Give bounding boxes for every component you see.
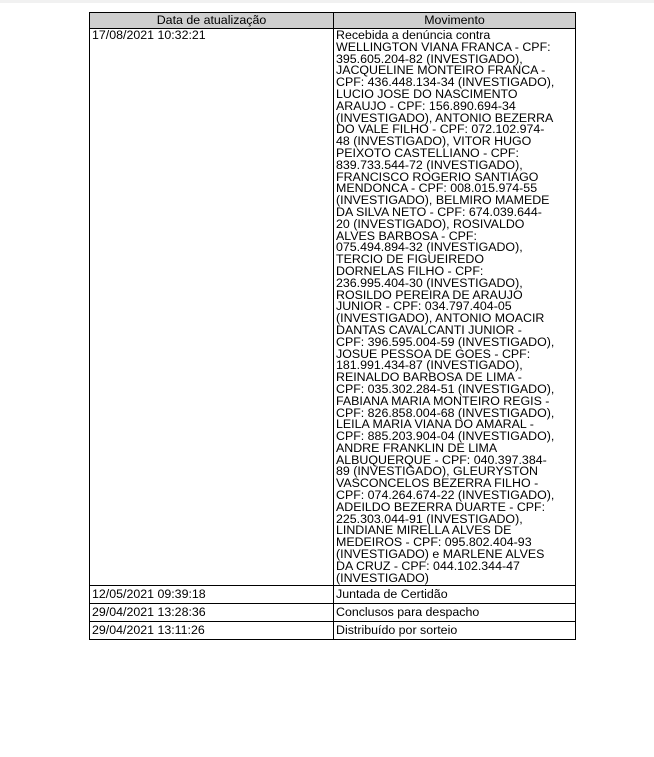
movement-text-line: 839.733.544-72 (INVESTIGADO),: [336, 157, 523, 172]
movement-text-line: 225.303.044-91 (INVESTIGADO),: [336, 511, 523, 526]
movement-text-line: 89 (INVESTIGADO), GLEURYSTON: [336, 464, 538, 479]
movement-text-line: ALBUQUERQUE - CPF: 040.397.384-: [336, 452, 547, 467]
movement-text-line: MENDONCA - CPF: 008.015.974-55: [336, 181, 538, 196]
movement-text-line: FABIANA MARIA MONTEIRO REGIS -: [336, 393, 550, 408]
movement-text-line: DA CRUZ - CPF: 044.102.344-47: [336, 558, 520, 573]
movement-text-line: (INVESTIGADO): [336, 570, 429, 585]
row-movement: [334, 29, 576, 586]
movement-text-line: DANTAS CAVALCANTI JUNIOR -: [336, 322, 522, 337]
row-date: 29/04/2021 13:11:26: [90, 622, 334, 640]
movement-text-line: DO VALE FILHO - CPF: 072.102.974-: [336, 122, 545, 137]
movement-text-line: CPF: 074.264.674-22 (INVESTIGADO),: [336, 488, 555, 503]
column-header-movement: Movimento: [334, 13, 576, 29]
movement-text-line: ALVES BARBOSA - CPF:: [336, 228, 477, 243]
table-header-row: [90, 13, 576, 29]
movement-text-line: CPF: 885.203.904-04 (INVESTIGADO),: [336, 429, 555, 444]
movement-text-line: CPF: 826.858.004-68 (INVESTIGADO),: [336, 405, 555, 420]
movement-text-line: FRANCISCO ROGERIO SANTIAGO: [336, 169, 539, 184]
movement-text-line: ANDRE FRANKLIN DE LIMA: [336, 440, 498, 455]
movement-text-line: 395.605.204-82 (INVESTIGADO),: [336, 51, 523, 66]
movement-text-line: (INVESTIGADO), ANTONIO MOACIR: [336, 311, 545, 326]
movement-text-line: 20 (INVESTIGADO), ROSIVALDO: [336, 216, 525, 231]
table-row: [90, 586, 576, 604]
movement-text-line: (INVESTIGADO), BELMIRO MAMEDE: [336, 193, 550, 208]
movement-text-line: (INVESTIGADO) e MARLENE ALVES: [336, 547, 545, 562]
movement-text-line: ROSILDO PEREIRA DE ARAUJO: [336, 287, 523, 302]
movement-text-line: LUCIO JOSE DO NASCIMENTO: [336, 86, 518, 101]
movement-text-line: 181.991.434-87 (INVESTIGADO),: [336, 358, 523, 373]
movement-text-line: DA SILVA NETO - CPF: 674.039.644-: [336, 204, 542, 219]
movement-text-line: MEDEIROS - CPF: 095.802.404-93: [336, 535, 532, 550]
movement-text-line: DORNELAS FILHO - CPF:: [336, 263, 484, 278]
movement-text-line: 236.995.404-30 (INVESTIGADO),: [336, 275, 523, 290]
movements-table: [89, 12, 576, 640]
movement-text-line: CPF: 035.302.284-51 (INVESTIGADO),: [336, 381, 555, 396]
page-top-edge: [0, 0, 654, 3]
movement-text-line: LINDIANE MIRELLA ALVES DE: [336, 523, 512, 538]
row-movement: Distribuído por sorteio: [334, 622, 576, 640]
row-date: 29/04/2021 13:28:36: [90, 604, 334, 622]
movement-text-line: WELLINGTON VIANA FRANCA - CPF:: [336, 39, 551, 54]
movement-text-line: 075.494.894-32 (INVESTIGADO),: [336, 240, 523, 255]
table-row: [90, 622, 576, 640]
movement-text-line: CPF: 396.595.004-59 (INVESTIGADO),: [336, 334, 555, 349]
movement-text-line: (INVESTIGADO), ANTONIO BEZERRA: [336, 110, 554, 125]
column-header-date: Data de atualização: [90, 13, 334, 29]
table-row: [90, 29, 576, 586]
movement-text-line: TERCIO DE FIGUEIREDO: [336, 252, 485, 267]
movement-text-line: JOSUE PESSOA DE GOES - CPF:: [336, 346, 531, 361]
row-movement: Conclusos para despacho: [334, 604, 576, 622]
movement-text-line: ADEILDO BEZERRA DUARTE - CPF:: [336, 499, 546, 514]
row-date: 17/08/2021 10:32:21: [90, 29, 334, 586]
movement-text-line: VASCONCELOS BEZERRA FILHO -: [336, 476, 539, 491]
movement-text-line: JACQUELINE MONTEIRO FRANCA -: [336, 63, 546, 78]
table-row: [90, 604, 576, 622]
row-date: 12/05/2021 09:39:18: [90, 586, 334, 604]
movement-text-line: Recebida a denúncia contra: [336, 28, 491, 42]
movement-text-line: LEILA MARIA VIANA DO AMARAL -: [336, 417, 534, 432]
movement-text-line: JUNIOR - CPF: 034.797.404-05: [336, 299, 512, 314]
movement-text-line: ARAUJO - CPF: 156.890.694-34: [336, 98, 516, 113]
movement-text-line: PEIXOTO CASTELLIANO - CPF:: [336, 145, 519, 160]
movement-text-line: CPF: 436.448.134-34 (INVESTIGADO),: [336, 75, 555, 90]
row-movement: Juntada de Certidão: [334, 586, 576, 604]
movement-text-line: REINALDO BARBOSA DE LIMA -: [336, 370, 522, 385]
movement-text-line: 48 (INVESTIGADO), VITOR HUGO: [336, 134, 532, 149]
